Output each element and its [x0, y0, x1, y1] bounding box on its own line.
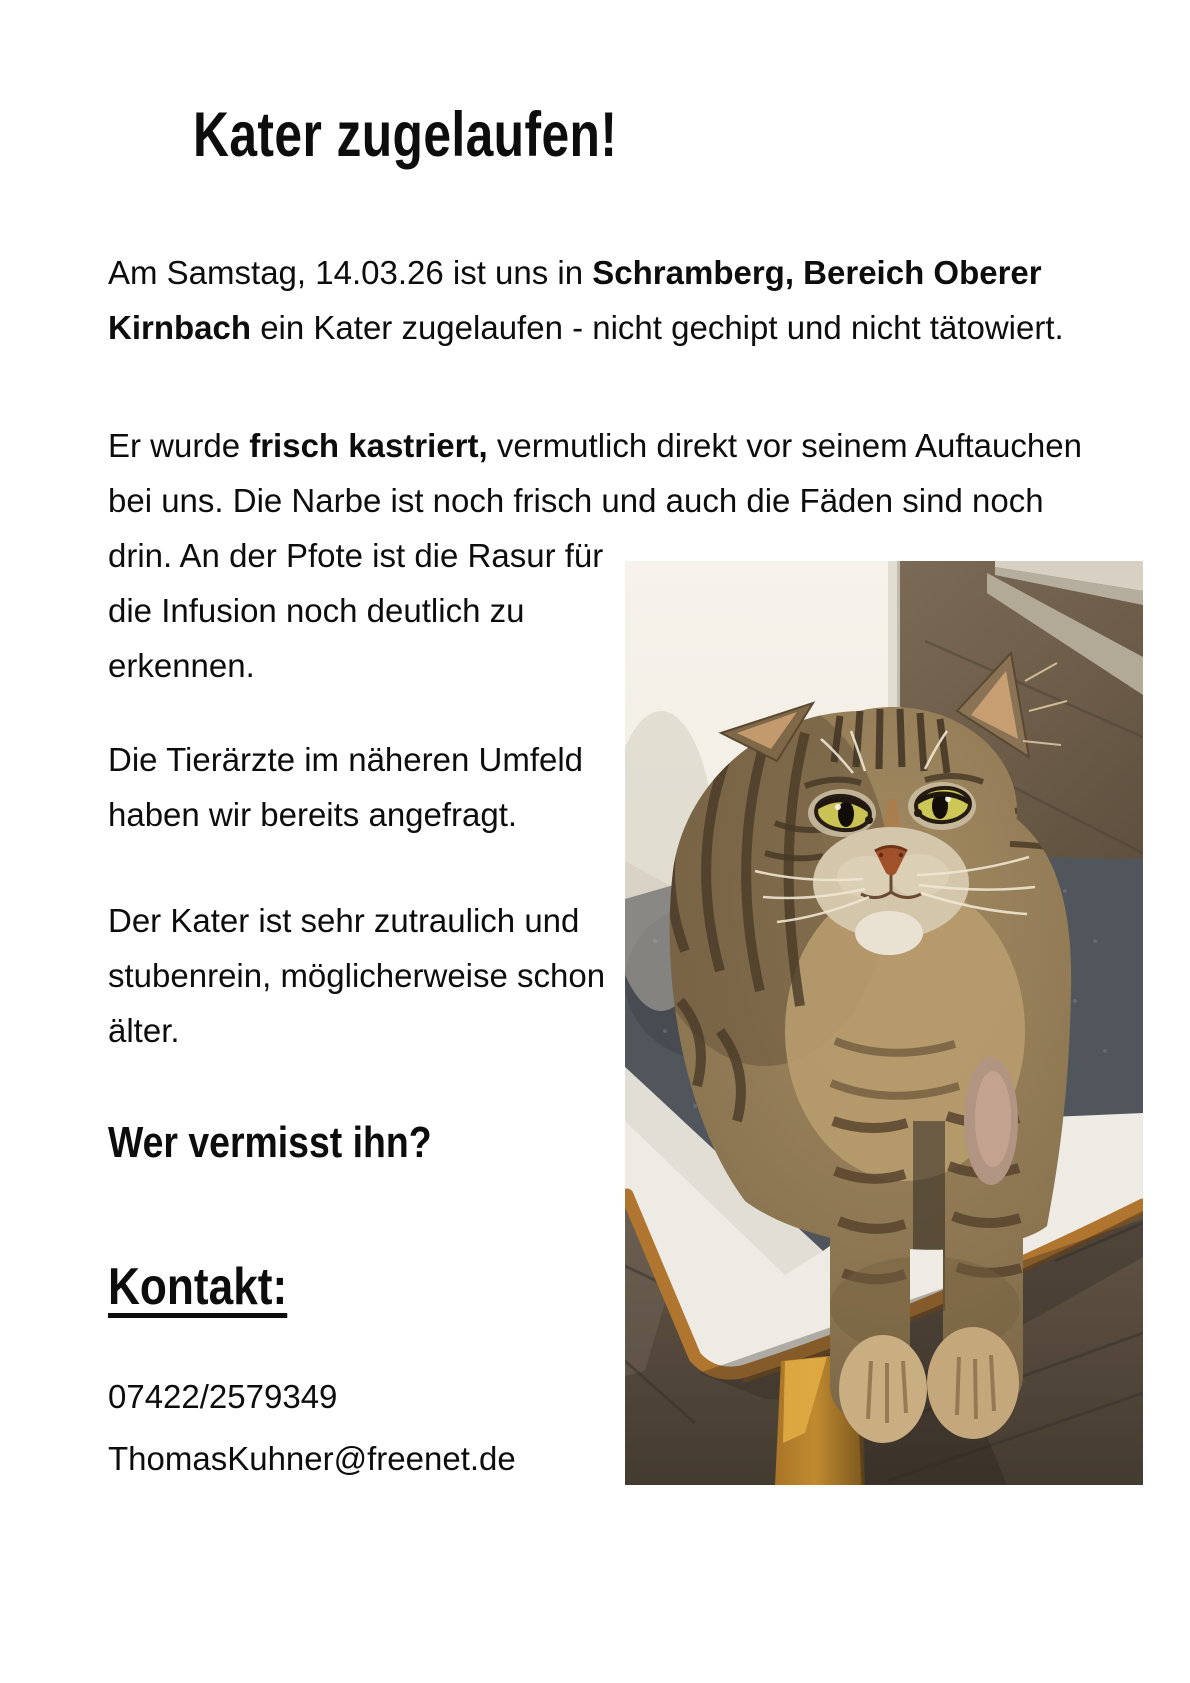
text-line: Der Kater ist sehr zutraulich und	[108, 902, 580, 939]
paragraph-character	[108, 893, 605, 1058]
text-line: Am Samstag, 14.03.26 ist uns in Schramberg, Bereich Oberer	[108, 254, 1042, 291]
text-line: Die Tierärzte im näheren Umfeld	[108, 741, 584, 778]
cat-photo-illustration	[625, 561, 1143, 1485]
text-line: drin. An der Pfote ist die Rasur für	[108, 537, 604, 574]
flyer-headline: Kater zugelaufen!	[193, 100, 618, 170]
text-line: stubenrein, möglicherweise schon	[108, 957, 606, 994]
text-line: bei uns. Die Narbe ist noch frisch und auch die Fäden sind noch	[108, 482, 1044, 519]
text-line: erkennen.	[108, 647, 255, 684]
contact-email: ThomasKuhner@freenet.de	[108, 1440, 516, 1477]
text-line: Er wurde frisch kastriert, vermutlich direkt vor seinem Auftauchen	[108, 427, 1082, 464]
paragraph-found-cat	[108, 245, 1064, 355]
contact-heading: Kontakt:	[108, 1258, 288, 1316]
question-heading: Wer vermisst ihn?	[108, 1118, 432, 1167]
text-line: Kirnbach ein Kater zugelaufen - nicht gechipt und nicht tätowiert.	[108, 309, 1064, 346]
paragraph-vets	[108, 732, 583, 842]
text-line: die Infusion noch deutlich zu	[108, 592, 525, 629]
text-line: haben wir bereits angefragt.	[108, 796, 518, 833]
cat-photo	[625, 561, 1143, 1485]
text-line: älter.	[108, 1012, 180, 1049]
contact-phone: 07422/2579349	[108, 1378, 338, 1415]
